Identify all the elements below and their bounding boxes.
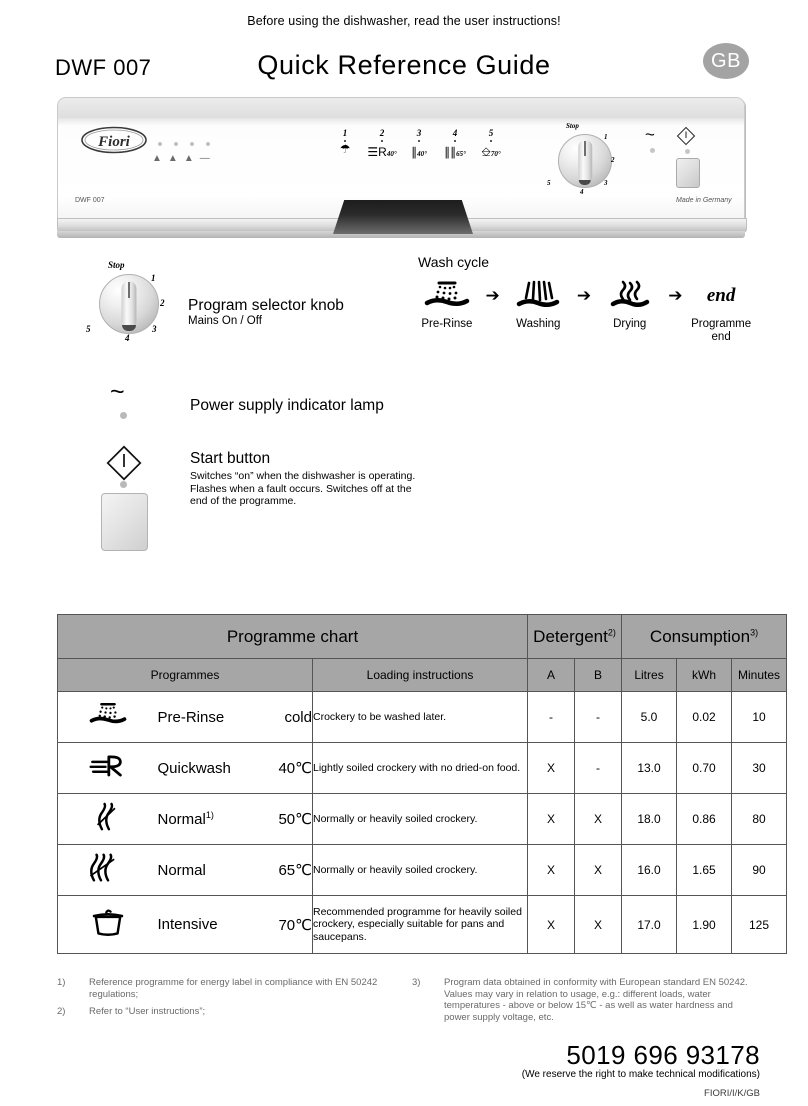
minutes-value: 80 [732,794,787,845]
litres-value: 16.0 [622,845,677,896]
start-diamond-icon [676,126,696,151]
product-code: 5019 696 93178 [566,1040,760,1070]
loading-instructions: Crockery to be washed later. [313,692,528,743]
wash-cycle-step-drying [597,276,663,331]
detergent-b-value: X [575,845,622,896]
panel-origin-label: Made in Germany [676,197,732,204]
wash-cycle-title: Wash cycle [418,254,490,270]
end-text-icon: end [706,285,736,306]
kwh-value: 0.86 [677,794,732,845]
table-row [58,692,787,743]
panel-programme-dot [490,140,492,142]
programme-name-sup: 1) [205,810,214,820]
detergent-header-label: Detergent [533,626,608,646]
quickwash-icon [58,743,158,794]
consumption-header [622,615,787,659]
footnotes-left [57,977,407,1024]
col-header-minutes: Minutes [732,659,787,692]
knob-pointer [584,141,586,156]
wash-cycle-step-pre-rinse [414,276,480,331]
litres-value: 5.0 [622,692,677,743]
knob-label-4: 4 [580,188,584,196]
programme-temperature: cold [253,692,313,743]
kwh-value: 0.02 [677,692,732,743]
panel-indicator-dots [158,142,210,146]
footnotes-right [412,977,752,1029]
kwh-value: 1.65 [677,845,732,896]
pre-rinse-icon [58,692,158,743]
loading-instructions: Normally or heavily soiled crockery. [313,794,528,845]
arrow-right-icon: ➔ [668,286,683,305]
minutes-value: 30 [732,743,787,794]
panel-programme-2 [365,128,399,161]
document-reference: FIORI/I/K/GB [704,1088,760,1099]
loading-instructions: Normally or heavily soiled crockery. [313,845,528,896]
quickwash-icon: ☰R40° [367,145,397,159]
tilde-icon: ~ [110,378,125,406]
power-lamp-dot [650,148,655,153]
table-header-row-sub [58,659,787,692]
knob-label-5: 5 [86,324,91,334]
programme-chart-table [57,614,787,954]
wash-cycle-step-programme-end [688,276,754,343]
detergent-b-value: X [575,794,622,845]
detergent-b-value: - [575,692,622,743]
footnote-1 [57,977,407,1000]
detergent-icon: ▲ [183,153,194,164]
intensive-icon: ⎒70° [481,145,501,159]
chart-title: Programme chart [58,615,528,659]
litres-value: 17.0 [622,896,677,954]
table-header-row-top [58,615,787,659]
minutes-value: 10 [732,692,787,743]
detergent-header [528,615,622,659]
panel-programme-temp: 70° [490,150,501,158]
wash-cycle-step-label: Programme end [691,318,752,343]
footnote-2-number: 2) [57,1006,66,1017]
page-title: Quick Reference Guide [257,50,551,80]
start-button[interactable] [101,493,148,551]
table-row [58,896,787,954]
programme-temperature: 50℃ [253,794,313,845]
knob-label-5: 5 [547,179,551,187]
knob-label-4: 4 [125,333,130,343]
panel-programme-markings [332,128,501,170]
knob-label-3: 3 [152,324,157,334]
panel-programme-5 [474,128,508,161]
footnote-3-number: 3) [412,977,421,988]
table-row [58,845,787,896]
start-lamp-dot [120,481,127,488]
tilde-icon: ~ [645,125,655,144]
programme-name [158,794,253,845]
detergent-a-value: X [528,743,575,794]
table-row [58,794,787,845]
normal-50-icon [58,794,158,845]
knob-legend-subtitle: Mains On / Off [188,315,262,327]
programme-temperature: 65℃ [253,845,313,896]
start-button-legend-title: Start button [190,450,271,467]
litres-value: 18.0 [622,794,677,845]
knob-label-stop: Stop [108,260,125,270]
col-header-b: B [575,659,622,692]
footnote-2 [57,1006,407,1018]
col-header-programmes: Programmes [58,659,313,692]
panel-indicator-symbols [152,154,210,164]
door-handle[interactable] [333,200,473,234]
panel-programme-number: 1 [342,128,348,138]
spare-indicator-icon: — [199,153,210,164]
knob-label-2: 2 [611,156,615,164]
litres-value: 13.0 [622,743,677,794]
washing-icon [505,276,571,316]
minutes-value: 90 [732,845,787,896]
programme-temperature: 70℃ [253,896,313,954]
fiori-logo-icon [80,126,148,154]
power-lamp-dot [120,412,127,419]
footnote-3 [412,977,752,1023]
programme-name: Quickwash [158,743,253,794]
panel-programme-dot [454,140,456,142]
start-lamp-dot [685,149,690,154]
consumption-header-sup: 3) [750,626,759,637]
detergent-b-value: - [575,743,622,794]
top-instruction-note: Before using the dishwasher, read the user instructions! [247,14,561,28]
col-header-a: A [528,659,575,692]
detergent-header-sup: 2) [607,626,616,637]
drying-icon [597,276,663,316]
detergent-a-value: X [528,845,575,896]
panel-top-strip [58,98,744,118]
wash-cycle-step-label: Drying [613,318,647,330]
programme-name: Normal [158,845,253,896]
model-code: DWF 007 [55,55,152,80]
knob-label-stop: Stop [566,122,579,130]
panel-programme-temp: 65° [456,150,466,158]
panel-programme-number: 3 [416,128,422,138]
programme-name: Intensive [158,896,253,954]
indicator-dot [158,142,162,146]
wash-cycle-step-label: Pre-Rinse [421,318,473,330]
legend-knob-body[interactable] [99,274,159,334]
programme-temperature: 40℃ [253,743,313,794]
footnote-2-text: Refer to “User instructions”; [89,1006,206,1017]
knob-foot [579,180,591,185]
footnote-3-text: Program data obtained in conformity with European standard EN 50242. Values may vary in relation to usage, e.g.: different loads, water temperatures - above or below 15℃ - as well as water hardness and power supply voltage, etc. [444,977,748,1023]
detergent-a-value: X [528,794,575,845]
panel-programme-number: 2 [379,128,385,138]
wash-cycle-step-label: Washing [516,318,561,330]
table-row [58,743,787,794]
panel-programme-temp: 40° [417,150,427,158]
arrow-right-icon: ➔ [485,286,500,305]
footnote-1-number: 1) [57,977,66,988]
panel-program-selector-knob[interactable] [548,124,620,196]
knob-pointer [128,282,130,298]
programme-name-label: Normal [157,811,206,828]
panel-start-button[interactable] [676,158,700,188]
minutes-value: 125 [732,896,787,954]
panel-programme-temp: 40° [386,150,397,158]
indicator-dot [174,142,178,146]
detergent-b-value: X [575,896,622,954]
detergent-a-value: - [528,692,575,743]
knob-label-3: 3 [604,179,608,187]
panel-programme-3 [403,128,435,161]
panel-programme-4 [438,128,472,161]
knob-label-2: 2 [160,298,165,308]
consumption-header-label: Consumption [649,626,751,646]
intensive-icon [58,896,158,954]
power-lamp-legend-title: Power supply indicator lamp [190,397,384,414]
product-code-note: (We reserve the right to make technical modifications) [521,1069,760,1080]
legend-program-selector-knob[interactable] [86,260,166,343]
knob-label-1: 1 [604,133,608,141]
panel-model-label: DWF 007 [75,197,105,204]
pre-rinse-icon: ☂ [339,142,351,156]
loading-instructions: Lightly soiled crockery with no dried-on food. [313,743,528,794]
col-header-kwh: kWh [677,659,732,692]
knob-label-1: 1 [151,273,156,283]
svg-text:Fiori: Fiori [98,134,130,150]
kwh-value: 0.70 [677,743,732,794]
col-header-litres: Litres [622,659,677,692]
arrow-right-icon: ➔ [576,286,592,305]
panel-programme-number: 5 [488,128,494,138]
normal-50-icon: ∥40° [411,145,427,159]
col-header-loading: Loading instructions [313,659,528,692]
wash-cycle-step-washing [505,276,571,331]
panel-programme-1 [332,128,358,155]
salt-icon: ▲ [152,153,162,164]
normal-65-icon: ∥∥65° [444,145,466,159]
panel-programme-dot [381,140,383,142]
language-badge: GB [703,43,749,79]
programme-name: Pre-Rinse [158,692,253,743]
indicator-dot [190,142,194,146]
pre-rinse-icon [414,276,480,316]
indicator-dot [206,142,210,146]
loading-instructions: Recommended programme for heavily soiled crockery, especially suitable for pans and saucepans. [313,896,528,954]
wash-cycle-steps [414,276,754,343]
knob-foot [122,325,136,331]
panel-programme-dot [418,140,420,142]
panel-programme-number: 4 [452,128,458,138]
kwh-value: 1.90 [677,896,732,954]
footnote-1-text: Reference programme for energy label in compliance with EN 50242 regulations; [89,977,378,1000]
normal-65-icon [58,845,158,896]
start-button-legend-description: Switches “on” when the dishwasher is operating. Flashes when a fault occurs. Switches off at the end of the programme. [190,470,416,508]
rinse-aid-icon: ▲ [167,153,178,164]
knob-legend-title: Program selector knob [188,297,344,314]
detergent-a-value: X [528,896,575,954]
